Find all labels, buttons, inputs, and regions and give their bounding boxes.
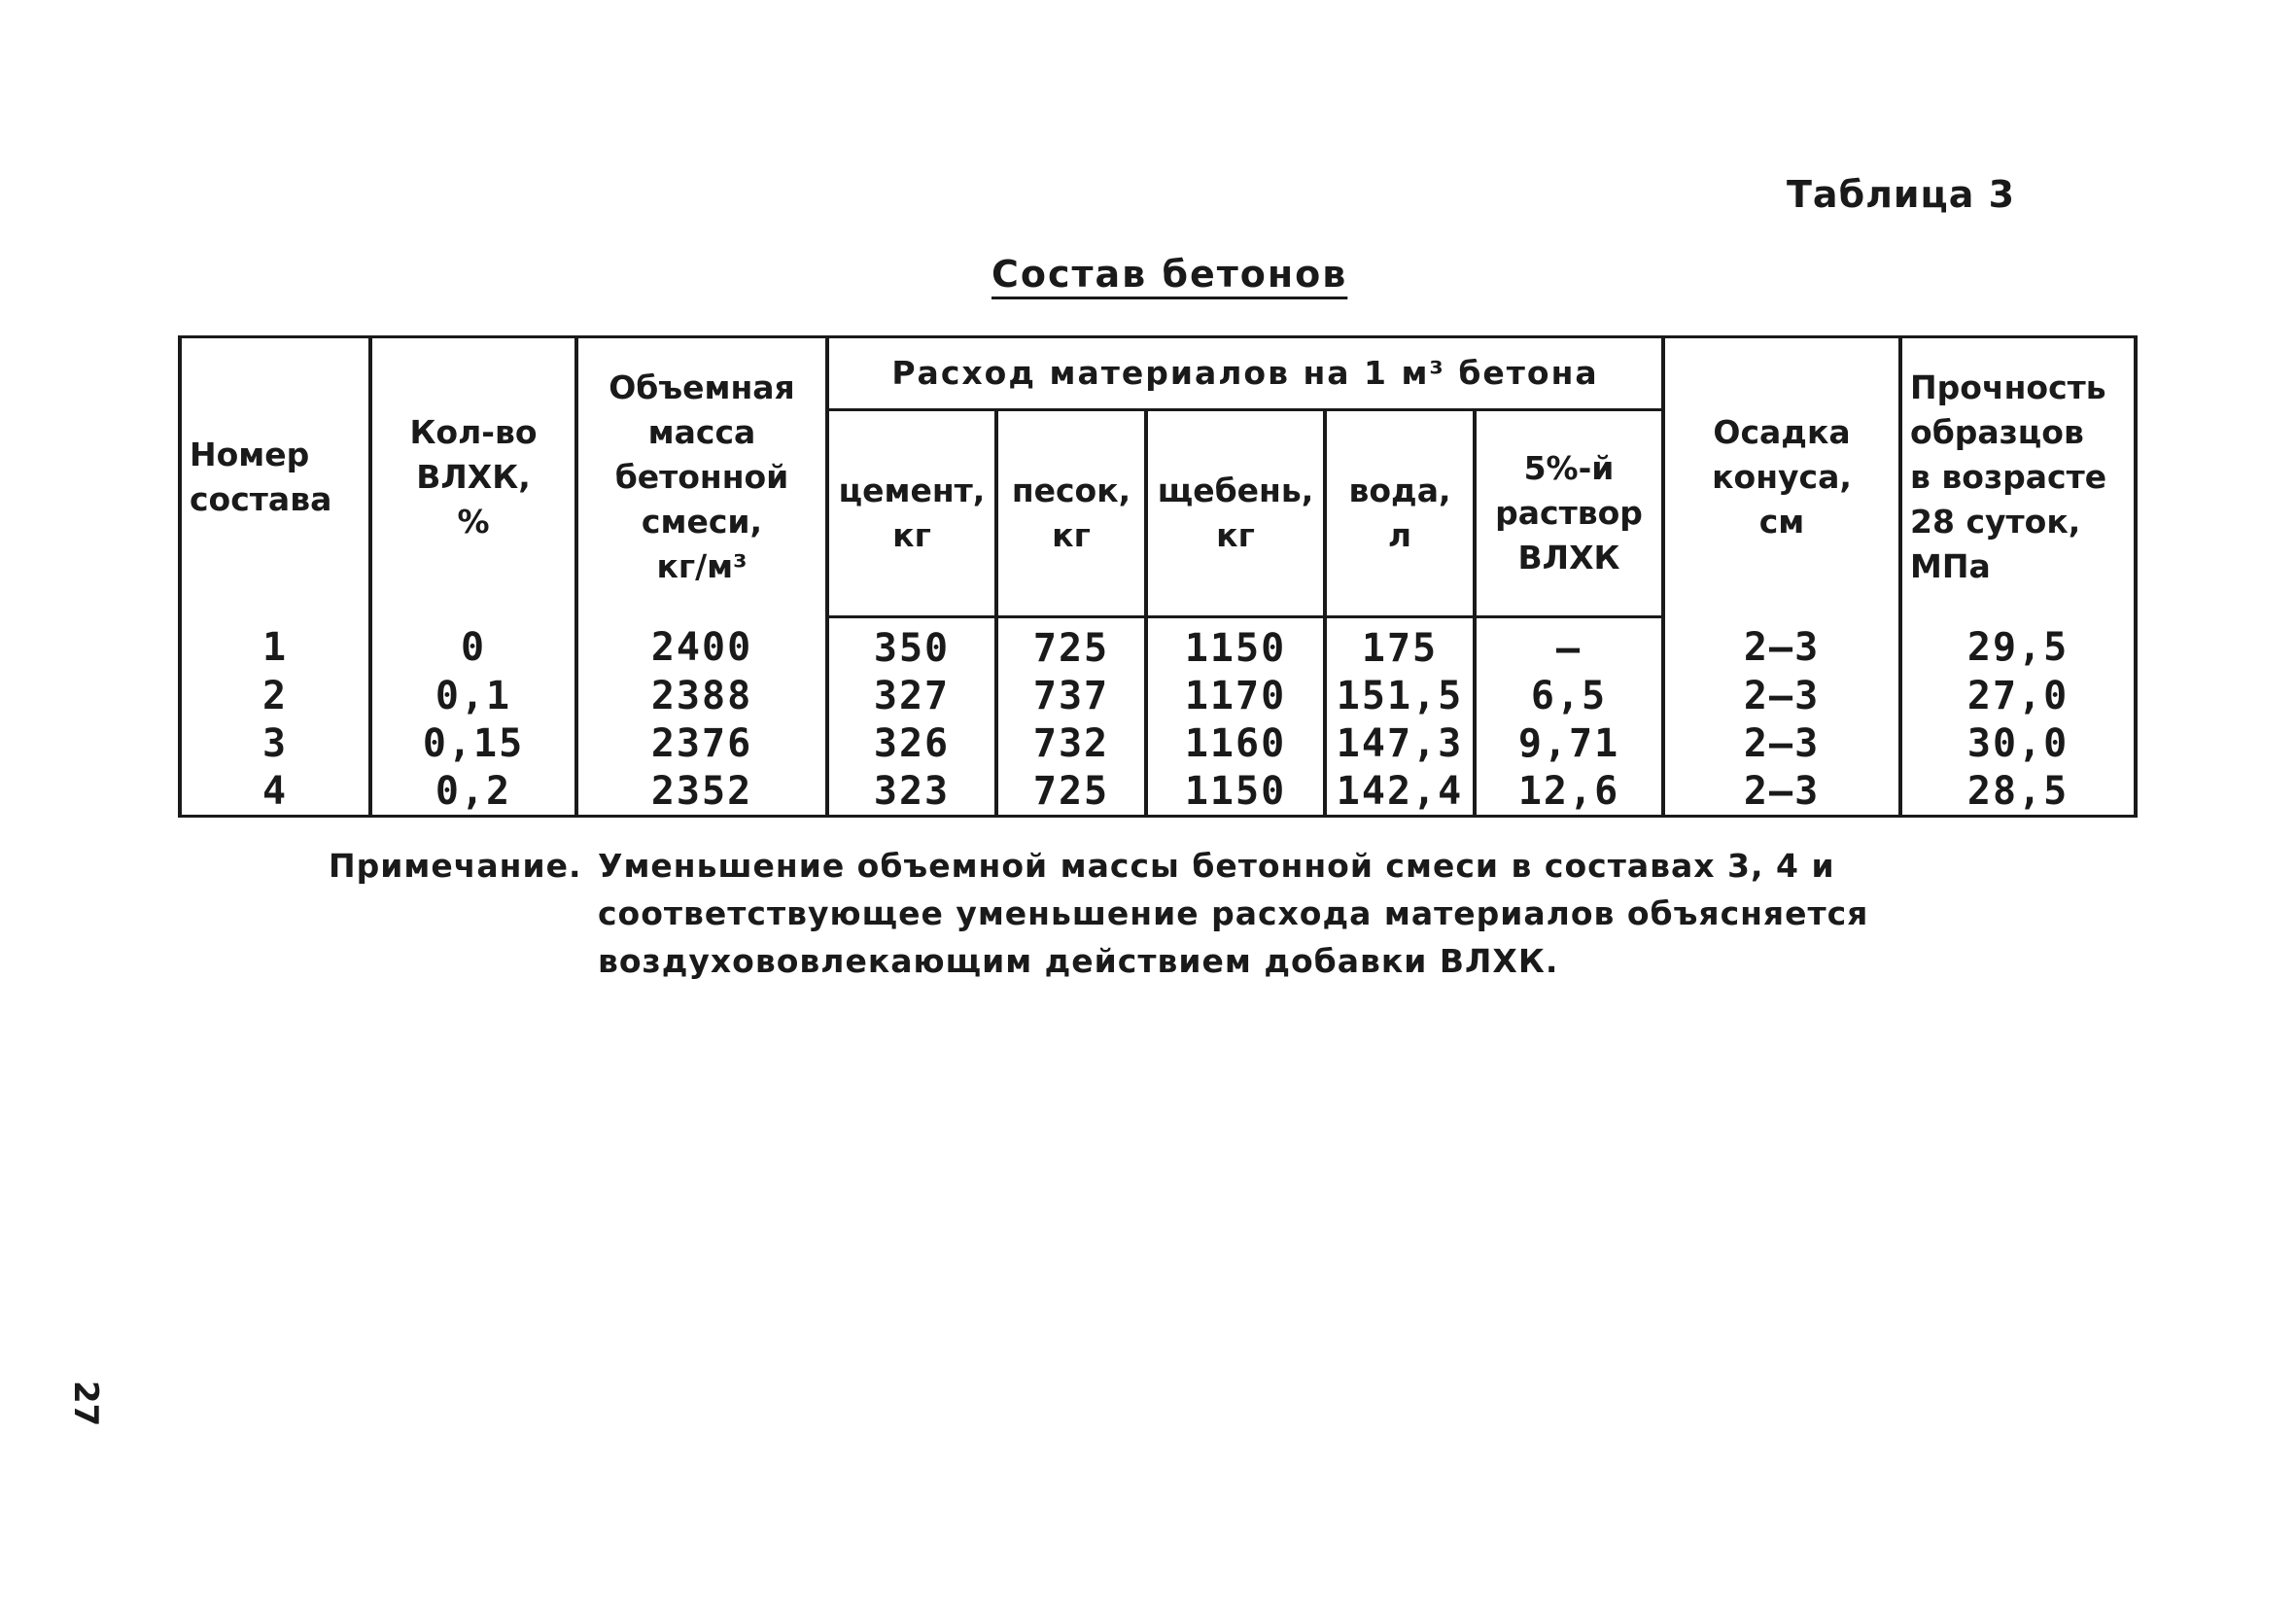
page-number: 27 — [66, 1381, 105, 1427]
cell-no: 1 — [180, 617, 370, 673]
cell-solution: – — [1475, 617, 1663, 673]
table-note — [329, 842, 1923, 985]
cell-gravel: 1160 — [1146, 719, 1325, 767]
cell-cement: 323 — [827, 767, 996, 817]
cell-gravel: 1150 — [1146, 617, 1325, 673]
cell-strength: 28,5 — [1900, 767, 2136, 817]
cell-slump: 2–3 — [1663, 672, 1900, 719]
table-row — [180, 767, 2136, 817]
cell-solution: 6,5 — [1475, 672, 1663, 719]
cell-water: 175 — [1325, 617, 1475, 673]
cell-sand: 737 — [996, 672, 1146, 719]
cell-strength: 30,0 — [1900, 719, 2136, 767]
col-header-composition-no: Номер состава — [180, 337, 370, 617]
cell-gravel: 1150 — [1146, 767, 1325, 817]
col-header-water: вода, л — [1325, 410, 1475, 617]
col-header-cement: цемент, кг — [827, 410, 996, 617]
cell-slump: 2–3 — [1663, 719, 1900, 767]
cell-solution: 12,6 — [1475, 767, 1663, 817]
cell-cement: 326 — [827, 719, 996, 767]
cell-cement: 350 — [827, 617, 996, 673]
cell-no: 4 — [180, 767, 370, 817]
cell-cement: 327 — [827, 672, 996, 719]
cell-slump: 2–3 — [1663, 617, 1900, 673]
note-line: соответствующее уменьшение расхода материалов объясняется — [598, 894, 1869, 932]
cell-density: 2352 — [576, 767, 827, 817]
col-header-sand: песок, кг — [996, 410, 1146, 617]
cell-density: 2388 — [576, 672, 827, 719]
col-header-vlhk-amount: Кол-во ВЛХК, % — [370, 337, 576, 617]
col-header-slump: Осадка конуса, см — [1663, 337, 1900, 617]
cell-strength: 29,5 — [1900, 617, 2136, 673]
note-text — [598, 842, 1923, 985]
cell-water: 151,5 — [1325, 672, 1475, 719]
cell-solution: 9,71 — [1475, 719, 1663, 767]
cell-water: 142,4 — [1325, 767, 1475, 817]
table-number: Таблица 3 — [1787, 173, 2016, 216]
table-row — [180, 672, 2136, 719]
cell-vlhk: 0 — [370, 617, 576, 673]
col-header-density: Объемная масса бетонной смеси, кг/м³ — [576, 337, 827, 617]
cell-vlhk: 0,2 — [370, 767, 576, 817]
cell-vlhk: 0,1 — [370, 672, 576, 719]
cell-no: 3 — [180, 719, 370, 767]
col-header-gravel: щебень, кг — [1146, 410, 1325, 617]
col-header-solution: 5%-й раствор ВЛХК — [1475, 410, 1663, 617]
cell-water: 147,3 — [1325, 719, 1475, 767]
col-header-consumption-group: Расход материалов на 1 м³ бетона — [827, 337, 1663, 410]
cell-vlhk: 0,15 — [370, 719, 576, 767]
note-line: Уменьшение объемной массы бетонной смеси в составах 3, 4 и — [598, 847, 1835, 885]
note-line: воздухововлекающим действием добавки ВЛХК. — [598, 942, 1559, 980]
cell-gravel: 1170 — [1146, 672, 1325, 719]
cell-no: 2 — [180, 672, 370, 719]
cell-slump: 2–3 — [1663, 767, 1900, 817]
table-title: Состав бетонов — [991, 253, 1348, 296]
cell-strength: 27,0 — [1900, 672, 2136, 719]
cell-sand: 725 — [996, 767, 1146, 817]
cell-sand: 732 — [996, 719, 1146, 767]
table-row — [180, 617, 2136, 673]
concrete-composition-table — [178, 335, 2138, 818]
note-label: Примечание. — [329, 847, 582, 885]
col-header-strength: Прочность образцов в возрасте 28 суток, МПа — [1900, 337, 2136, 617]
table-header-row — [180, 337, 2136, 410]
cell-sand: 725 — [996, 617, 1146, 673]
cell-density: 2376 — [576, 719, 827, 767]
table-row — [180, 719, 2136, 767]
cell-density: 2400 — [576, 617, 827, 673]
